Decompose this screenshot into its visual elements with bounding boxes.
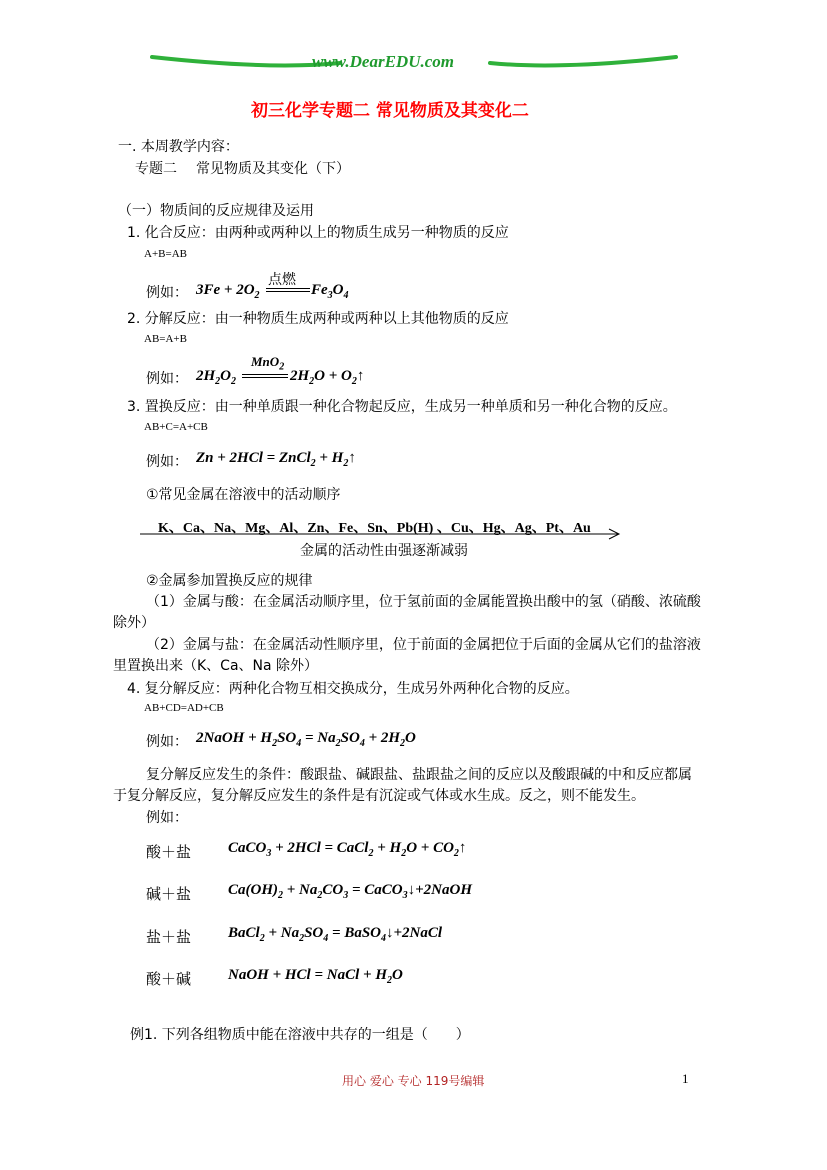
pair-label: 酸＋碱	[146, 970, 192, 988]
equation-displacement: Zn + 2HCl = ZnCl$_2$ + $H_2↑$	[196, 450, 356, 469]
topic-title: 常见物质及其变化（下）	[196, 161, 350, 177]
item-displacement: 3. 置换反应：由一种单质跟一种化合物起反应，生成另一种单质和另一种化合物的反应。	[127, 399, 677, 415]
catalyst: MnO$_2$	[251, 354, 285, 373]
pair-label: 盐＋盐	[146, 928, 192, 946]
pattern-combination: A+B=AB	[144, 248, 187, 260]
rule-metal-salt-cont: 里置换出来（K、Ca、Na 除外）	[113, 658, 319, 674]
section-heading: 一. 本周教学内容：	[118, 139, 239, 155]
header-brand: www.DearEDU.com	[312, 52, 454, 71]
item-combination: 1. 化合反应：由两种或两种以上的物质生成另一种物质的反应	[127, 225, 509, 241]
footer-text: 用心 爱心 专心 119号编辑	[342, 1074, 485, 1088]
equation-base-salt: $Ca(OH)_2 + Na_2CO_3$ = CaCO$_3$↓+2NaOH	[228, 882, 473, 901]
page-number: 1	[682, 1071, 689, 1086]
reaction-condition: 点燃	[268, 272, 296, 288]
rules-heading: ②金属参加置换反应的规律	[146, 573, 313, 589]
item-double-decomposition: 4. 复分解反应：两种化合物互相交换成分，生成另外两种化合物的反应。	[127, 681, 579, 697]
activity-arrow	[140, 527, 622, 541]
pattern-displacement: AB+C=A+CB	[144, 421, 208, 433]
equation-acid-base: NaOH + HCl = NaCl + $H_2O$	[228, 967, 403, 986]
item-decomposition: 2. 分解反应：由一种物质生成两种或两种以上其他物质的反应	[127, 311, 509, 327]
example-question: 例1. 下列各组物质中能在溶液中共存的一组是（ ）	[130, 1027, 470, 1043]
pattern-double-decomposition: AB+CD=AD+CB	[144, 702, 224, 714]
pair-label: 酸＋盐	[146, 843, 192, 861]
equation-product: $Fe_3O_4$	[311, 282, 349, 301]
pair-label: 碱＋盐	[146, 885, 192, 903]
equals-bar	[242, 374, 288, 378]
part-heading: （一）物质间的反应规律及运用	[118, 203, 314, 219]
example-label: 例如：	[146, 285, 188, 301]
equation-salt-salt: BaCl$_2$ + $Na_2SO_4$ = BaSO$_4$↓+2NaCl	[228, 925, 443, 944]
activity-series: K、Ca、Na、Mg、Al、Zn、Fe、Sn、Pb(H) 、Cu、Hg、Ag、Pt、Au	[158, 521, 591, 536]
activity-heading: ①常见金属在溶液中的活动顺序	[146, 487, 341, 503]
topic-number: 专题二	[135, 161, 177, 177]
rule-metal-acid-cont: 除外）	[113, 615, 155, 631]
equation-decomposition: $2H_2O_2$	[196, 368, 237, 387]
rule-metal-salt: （2）金属与盐：在金属活动性顺序里，位于前面的金属把位于后面的金属从它们的盐溶液	[146, 637, 701, 653]
condition-text: 复分解反应发生的条件：酸跟盐、碱跟盐、盐跟盐之间的反应以及酸跟碱的中和反应都属	[146, 767, 692, 783]
condition-text-cont: 于复分解反应，复分解反应发生的条件是有沉淀或气体或水生成。反之，则不能发生。	[113, 788, 645, 804]
example-label: 例如：	[146, 371, 188, 387]
pattern-decomposition: AB=A+B	[144, 333, 187, 345]
equation-products: $2H_2O$ + $O_2↑$	[290, 368, 365, 387]
examples-label: 例如：	[146, 810, 188, 826]
equation-neutralization: 2NaOH + $H_2SO_4 = Na_2SO_4 + 2H_2O$	[196, 730, 416, 749]
equals-bar	[266, 288, 310, 292]
example-label: 例如：	[146, 454, 188, 470]
activity-caption: 金属的活动性由强逐渐减弱	[300, 543, 468, 559]
equation-acid-salt: CaCO$_3$ + 2HCl = CaCl$_2$ + $H_2O$ + $CO_2↑$	[228, 840, 467, 859]
page-title: 初三化学专题二 常见物质及其变化二	[251, 101, 529, 121]
rule-metal-acid: （1）金属与酸：在金属活动顺序里，位于氢前面的金属能置换出酸中的氢（硝酸、浓硫酸	[146, 594, 701, 610]
example-label: 例如：	[146, 734, 188, 750]
equation-combination: $3Fe + 2O_2$	[196, 282, 260, 301]
